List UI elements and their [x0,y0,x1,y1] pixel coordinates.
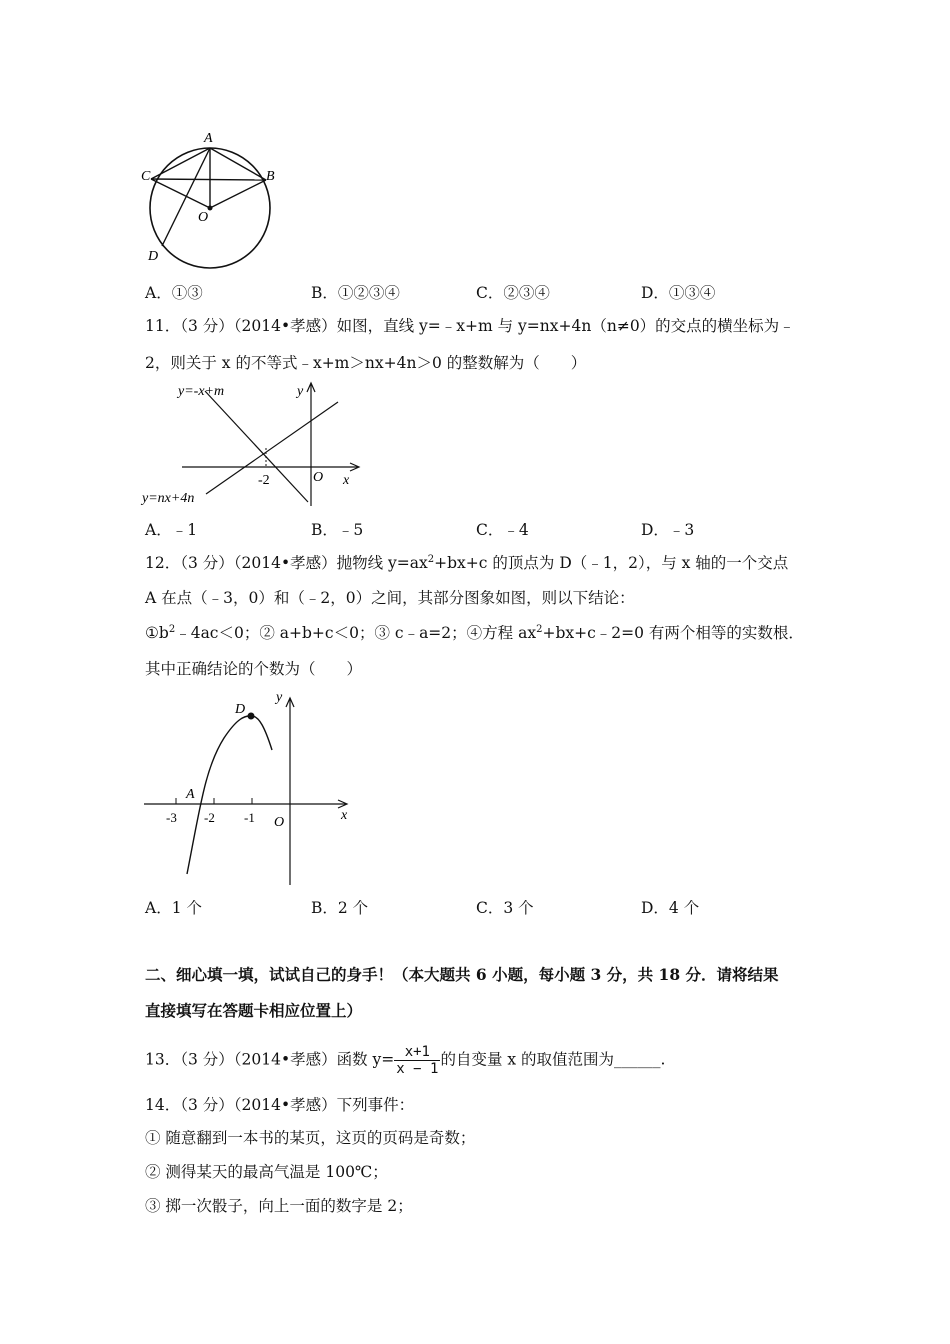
segment-ab [210,148,266,180]
q11-stem-line1: 11．（3 分）（2014•孝感）如图，直线 y=﹣x+m 与 y=nx+4n（n≠0）的交点的横坐标为﹣ [145,317,795,335]
section2-heading-line1: 二、细心填一填，试试自己的身手！（本大题共 6 小题，每小题 3 分，共 18 分．请将结果 [145,965,779,984]
label-x: x [341,808,348,823]
label-origin: O [274,815,285,830]
q13-stem: 13．（3 分）（2014•孝感）函数 y= $\frac{x+1}{x - 1}$ 的自变量 x 的取值范围为______. [145,1044,666,1077]
line-neg-x-plus-m [205,391,308,502]
q10-circle-figure [138,128,288,273]
q11-option-a: A．﹣1 [145,521,198,539]
segment-co [151,179,210,208]
label-a: A [204,131,213,146]
label-b: B [266,169,275,184]
label-c: C [141,169,151,184]
q14-item-2: ② 测得某天的最高气温是 100℃； [145,1163,388,1181]
vertex-d-dot [248,713,255,720]
q10-option-c: C．②③④ [476,284,550,302]
q12-stem-line4: 其中正确结论的个数为（ ） [145,660,363,678]
segment-ob [210,180,266,208]
label-d: D [148,249,159,264]
q11-option-b: B．﹣5 [311,521,364,539]
label-a: A [186,787,195,802]
q14-item-3: ③ 掷一次骰子，向上一面的数字是 2； [145,1197,413,1215]
label-y: y [297,384,304,399]
q10-option-a: A．①③ [145,284,203,302]
q12-option-b: B．2 个 [311,899,369,917]
q12-option-d: D．4 个 [641,899,700,917]
q10-option-b: B．①②③④ [311,284,400,302]
q12-stem-line1: 12．（3 分）（2014•孝感）抛物线 $y=ax^2+bx+c$ 的顶点为 D（﹣1，2），与 x 轴的一个交点 [145,553,789,572]
q14-stem: 14．（3 分）（2014•孝感）下列事件： [145,1096,415,1114]
tick-label-neg1: -1 [244,810,255,825]
label-x: x [343,473,350,488]
q12-conclusions: $①b^2﹣4ac<0$；② a+b+c＜0；③ c﹣a=2；④方程 $ax^2+bx+c﹣2=0$ 有两个相等的实数根． [145,623,804,642]
q12-stem-line2: A 在点（﹣3，0）和（﹣2，0）之间，其部分图象如图，则以下结论： [145,589,635,607]
q11-option-c: C．﹣4 [476,521,529,539]
segment-da [162,148,210,246]
label-y: y [276,690,283,705]
label-line2: y=nx+4n [142,491,195,506]
tick-label-neg2: -2 [204,810,215,825]
center-dot [208,206,213,211]
q12-parabola-figure [140,688,365,888]
tick-neg2: -2 [258,473,270,488]
q13-fraction: $\frac{x+1}{x - 1}$ [396,1044,439,1077]
tick-label-neg3: -3 [166,810,177,825]
q11-stem-line2: 2，则关于 x 的不等式﹣x+m＞nx+4n＞0 的整数解为（ ） [145,354,587,372]
q12-option-c: C．3 个 [476,899,534,917]
q14-item-1: ① 随意翻到一本书的某页，这页的页码是奇数； [145,1129,476,1147]
section2-heading-line2: 直接填写在答题卡相应位置上） [145,1001,363,1020]
segment-cb [151,179,266,180]
label-o: O [198,210,209,225]
label-line1: y=-x+m [178,384,225,399]
q11-lines-figure [140,378,370,510]
label-d: D [235,702,246,717]
q10-option-d: D．①③④ [641,284,716,302]
q12-option-a: A．1 个 [145,899,202,917]
segment-ca [151,148,210,179]
label-origin: O [313,470,324,485]
q11-option-d: D．﹣3 [641,521,695,539]
parabola-curve [187,716,272,874]
